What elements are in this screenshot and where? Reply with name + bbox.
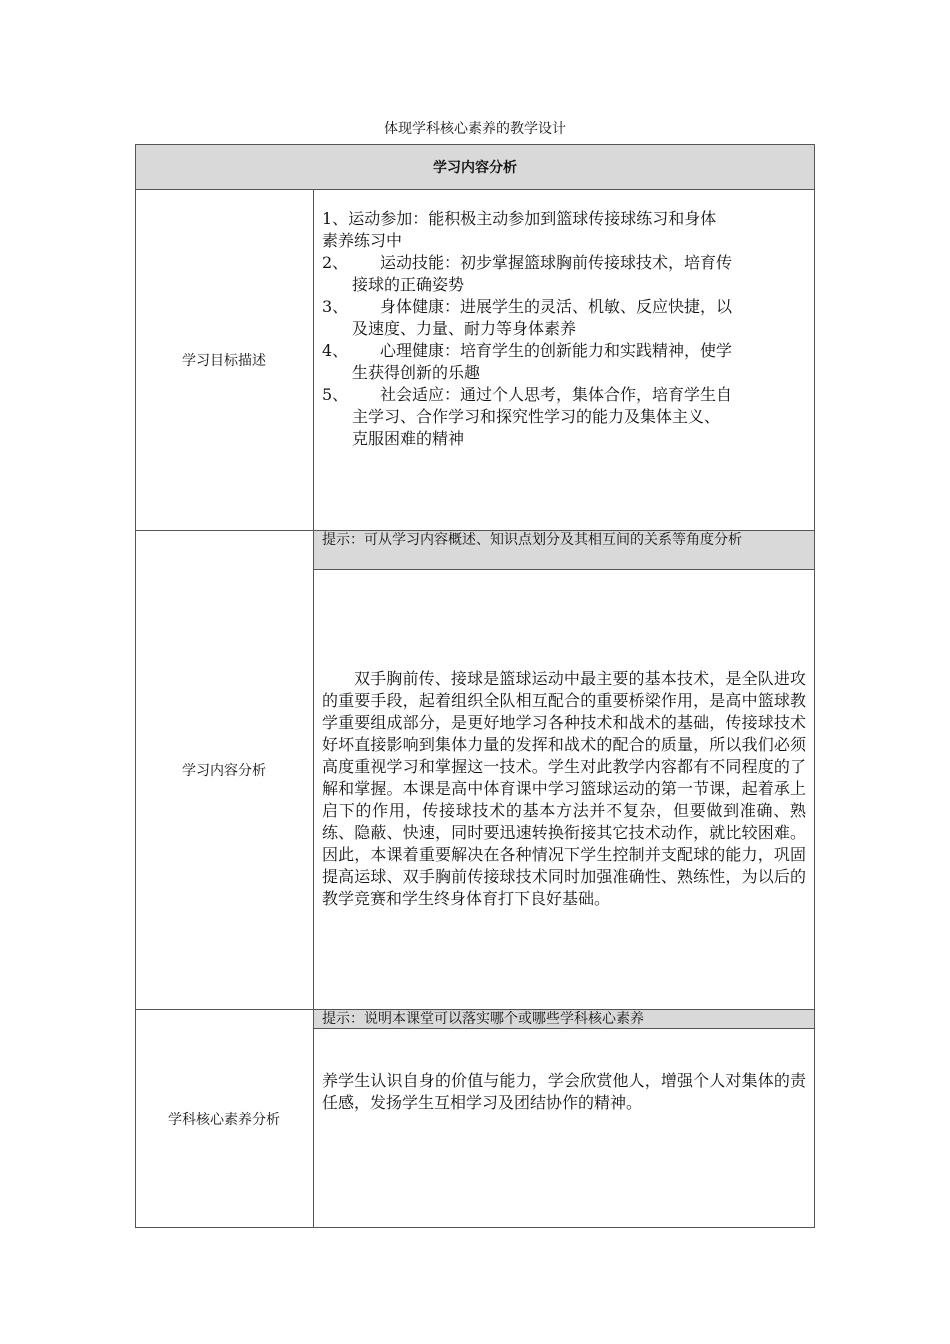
list-item	[322, 208, 806, 252]
page-title: 体现学科核心素养的教学设计	[384, 121, 566, 137]
goal-number: 5、	[322, 385, 349, 404]
goals-label: 学习目标描述	[182, 353, 266, 369]
column-divider	[313, 189, 314, 1228]
list-item	[322, 296, 806, 340]
list-item	[322, 340, 806, 384]
core-hint: 提示：说明本课堂可以落实哪个或哪些学科核心素养	[322, 1011, 644, 1027]
goal-text: 社会适应：通过个人思考，集体合作，培育学生自	[380, 385, 733, 404]
goal-text: 心理健康：培育学生的创新能力和实践精神，使学	[380, 341, 733, 360]
goals-list	[322, 208, 806, 450]
goal-number: 4、	[322, 341, 349, 360]
goal-text: 主学习、合作学习和探究性学习的能力及集体主义、	[352, 407, 721, 426]
divider	[313, 1028, 815, 1029]
goal-number: 2、	[322, 253, 349, 272]
list-item	[322, 384, 806, 450]
core-label: 学科核心素养分析	[168, 1112, 280, 1128]
content-paragraph: 双手胸前传、接球是篮球运动中最主要的基本技术，是全队进攻的重要手段，起着组织全队相互配合的重要桥梁作用，是高中篮球教学重要组成部分，是更好地学习各种技术和战术的基础，传接球技术好坏直接影响到集体力量的发挥和战术的配合的质量，所以我们必须高度重视学习和掌握这一技术。学生对此教学内容都有不同程度的了解和掌握。本课是高中体育课中学习篮球运动的第一节课，起着承上启下的作用，传接球技术的基本方法并不复杂，但要做到准确、熟练、隐蔽、快速，同时要迅速转换衔接其它技术动作，就比较困难。因此，本课着重要解决在各种情况下学生控制并支配球的能力，巩固提高运球、双手胸前传接球技术同时加强准确性、熟练性，为以后的教学竞赛和学生终身体育打下良好基础。	[322, 669, 806, 908]
content-label: 学习内容分析	[182, 763, 266, 779]
goal-text: 身体健康：进展学生的灵活、机敏、反应快捷，以	[380, 297, 733, 316]
goal-text: 运动参加：能积极主动参加到篮球传接球练习和身体	[348, 209, 717, 228]
table-header: 学习内容分析	[433, 159, 517, 176]
goal-text: 生获得创新的乐趣	[352, 363, 481, 382]
divider	[313, 569, 815, 570]
goal-text: 运动技能：初步掌握篮球胸前传接球技术，培育传	[380, 253, 733, 272]
goal-number: 3、	[322, 297, 349, 316]
goal-text: 克服困难的精神	[352, 429, 465, 448]
content-hint: 提示：可从学习内容概述、知识点划分及其相互间的关系等角度分析	[322, 532, 742, 548]
goal-text: 接球的正确姿势	[352, 275, 465, 294]
goal-number: 1、	[322, 209, 349, 228]
core-paragraph: 养学生认识自身的价值与能力，学会欣赏他人，增强个人对集体的责任感，发扬学生互相学习及团结协作的精神。	[322, 1071, 806, 1112]
goal-text: 素养练习中	[322, 231, 403, 250]
goal-text: 及速度、力量、耐力等身体素养	[352, 319, 577, 338]
list-item	[322, 252, 806, 296]
